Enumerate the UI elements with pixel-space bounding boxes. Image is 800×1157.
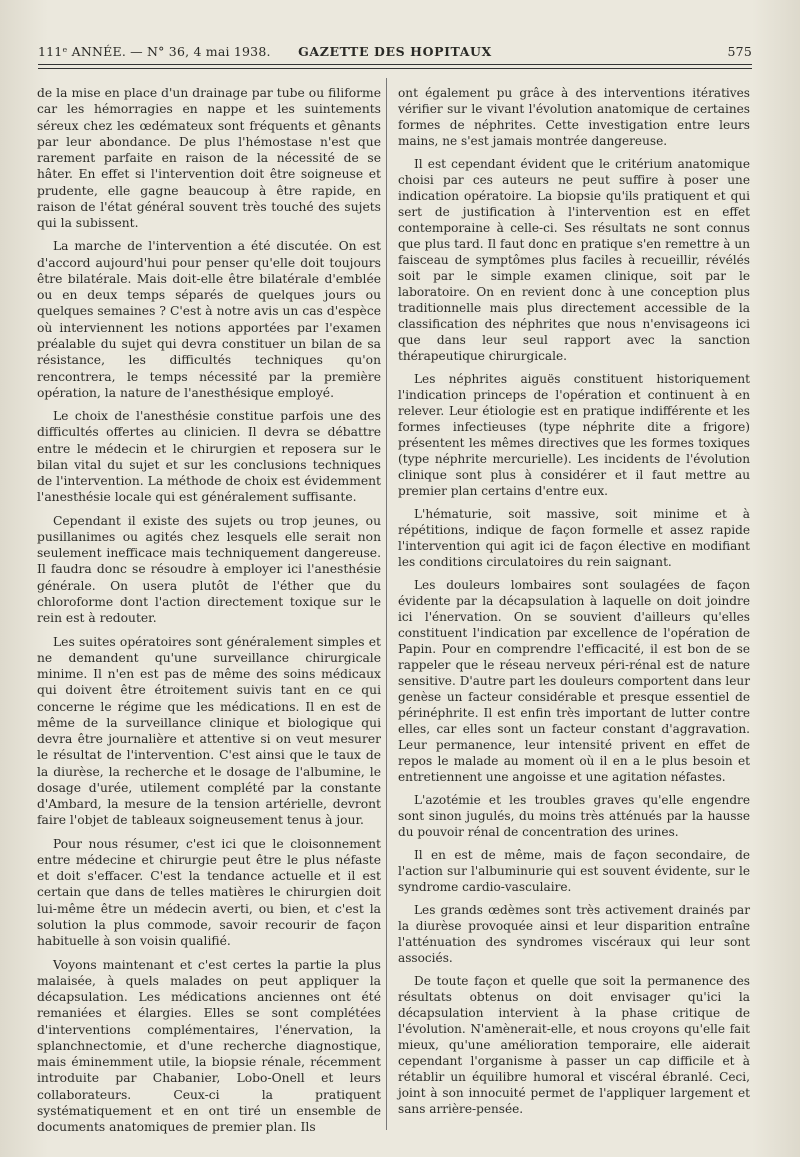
paragraph: L'hématurie, soit massive, soit minime et à répétitions, indique de façon formelle et assez rapide l'intervention qui agit ici de façon élective en modifiant les conditions circulatoires du rein saignant.: [398, 507, 750, 569]
paragraph: Les suites opératoires sont généralement simples et ne demandent qu'une surveillance chirurgicale minime. Il n'en est pas de même des soins médicaux qui doivent être étroitement suivis tant en ce qui concerne le régime que les médications. Il en est de même de la surveillance clinique et biologique qui devra être journalière et attentive si on veut mesurer le résultat de l'intervention. C'est ainsi que le taux de la diurèse, la recherche et le dosage de l'albumine, le dosage d'urée, utilement complété par la constante d'Ambard, la mesure de la tension artérielle, devront faire l'objet de tableaux soigneusement tenus à jour.: [37, 634, 381, 828]
left-column: [37, 85, 381, 1135]
paragraph: Les grands œdèmes sont très activement drainés par la diurèse provoquée ainsi et leur disparition entraîne l'atténuation des syndromes viscéraux qui leur sont associés.: [398, 903, 750, 965]
page-number: 575: [727, 44, 752, 59]
paragraph: de la mise en place d'un drainage par tube ou filiforme car les hémorragies en nappe et les suintements séreux chez les œdémateux sont fréquents et gênants par leur abondance. De plus l'hémostase n'est que rarement parfaite en raison de la nécessité de se hâter. En effet si l'intervention doit être soigneuse et prudente, elle gagne beaucoup à être rapide, en raison de l'état général souvent très touché des sujets qui la subissent.: [37, 86, 381, 231]
paragraph: Le choix de l'anesthésie constitue parfois une des difficultés offertes au clinicien. Il devra se débattre entre le médecin et le chirurgien et reposera sur le bilan vital du sujet et sur les conclusions techniques de l'intervention. La méthode de choix est évidemment l'anesthésie locale qui est généralement suffisante.: [37, 409, 381, 505]
right-column: [398, 85, 750, 1117]
paragraph: De toute façon et quelle que soit la permanence des résultats obtenus on doit envisager qu'ici la décapsulation intervient à la phase critique de l'évolution. N'amènerait-elle, et nous croyons qu'elle fait mieux, qu'une amélioration temporaire, elle aiderait cependant l'organisme à passer un cap difficile et à rétablir un équilibre humoral et viscéral ébranlé. Ceci, joint à son innocuité permet de l'appliquer largement et sans arrière-pensée.: [398, 974, 750, 1116]
column-divider: [386, 78, 387, 1130]
header-rule-bottom: [38, 68, 752, 69]
paragraph: Il en est de même, mais de façon secondaire, de l'action sur l'albuminurie qui est souvent évidente, sur le syndrome cardio-vasculaire.: [398, 848, 750, 894]
paragraph: Voyons maintenant et c'est certes la partie la plus malaisée, à quels malades on peut appliquer la décapsulation. Les médications anciennes ont été remaniées et élargies. Elles se sont complétées d'interventions complémentaires, l'énervation, la splanchnectomie, et d'une recherche diagnostique, mais éminemment utile, la biopsie rénale, récemment introduite par Chabanier, Lobo-Onell et leurs collaborateurs. Ceux-ci la pratiquent systématiquement et en ont tiré un ensemble de documents anatomiques de premier plan. Ils: [37, 957, 381, 1135]
paragraph: Pour nous résumer, c'est ici que le cloisonnement entre médecine et chirurgie peut être le plus néfaste et doit s'effacer. C'est la tendance actuelle et il est certain que dans de telles matières le chirurgien doit lui-même être un médecin averti, ou bien, et c'est la solution la plus commode, savoir recourir de façon habituelle à son voisin qualifié.: [37, 836, 381, 949]
issue-info: 111ᵉ ANNÉE. — N° 36, 4 mai 1938.: [38, 44, 271, 59]
paragraph: La marche de l'intervention a été discutée. On est d'accord aujourd'hui pour penser qu'elle doit toujours être bilatérale. Mais doit-elle être bilatérale d'emblée ou en deux temps séparés de quelques jours ou quelques semaines ? C'est à notre avis un cas d'espèce où interviennent les notions apportées par l'examen préalable du sujet qui devra constituer un bilan de sa résistance, les difficultés techniques qu'on rencontrera, le temps nécessité par la première opération, la nature de l'anesthésique employé.: [37, 239, 381, 400]
paragraph: Les douleurs lombaires sont soulagées de façon évidente par la décapsulation à laquelle on doit joindre ici l'énervation. On se souvient d'ailleurs qu'elles constituent l'indication par excellence de l'opération de Papin. Pour en comprendre l'efficacité, il est bon de se rappeler que le réseau nerveux péri-rénal est de nature sensitive. D'autre part les douleurs comportent dans leur genèse un facteur considérable et presque essentiel de périnéphrite. Il est enfin très important de lutter contre elles, car elles sont un facteur constant d'aggravation. Leur permanence, leur intensité privent en effet de repos le malade au moment où il en a le plus besoin et entretiennent une angoisse et une agitation néfastes.: [398, 578, 750, 784]
header-rule-top: [38, 64, 752, 65]
journal-title: GAZETTE DES HOPITAUX: [298, 44, 492, 59]
paragraph: Les néphrites aiguës constituent historiquement l'indication princeps de l'opération et continuent à en relever. Leur étiologie est en pratique indifférente et les formes infectieuses (type néphrite dite a frigore) présentent les mêmes directives que les formes toxiques (type néphrite mercurielle). Les incidents de l'évolution clinique sont plus à considérer et il faut mettre au premier plan certains d'entre eux.: [398, 372, 750, 498]
page-header: [38, 44, 752, 64]
paragraph: Cependant il existe des sujets ou trop jeunes, ou pusillanimes ou agités chez lesquels elle serait non seulement inefficace mais techniquement dangereuse. Il faudra donc se résoudre à employer ici l'anesthésie générale. On usera plutôt de l'éther que du chloroforme dont l'action directement toxique sur le rein est à redouter.: [37, 513, 381, 626]
paragraph: ont également pu grâce à des interventions itératives vérifier sur le vivant l'évolution anatomique de certaines formes de néphrites. Cette investigation entre leurs mains, ne s'est jamais montrée dangereuse.: [398, 86, 750, 148]
paragraph: L'azotémie et les troubles graves qu'elle engendre sont sinon jugulés, du moins très atténués par la hausse du pouvoir rénal de concentration des urines.: [398, 793, 750, 839]
paragraph: Il est cependant évident que le critérium anatomique choisi par ces auteurs ne peut suffire à poser une indication opératoire. La biopsie qu'ils pratiquent et qui sert de justification à l'intervention est en effet contemporaine à celle-ci. Ses résultats ne sont connus que plus tard. Il faut donc en pratique s'en remettre à un faisceau de symptômes plus faciles à recueillir, révélés soit par le simple examen clinique, soit par le laboratoire. On en revient donc à une conception plus traditionnelle mais plus directement accessible de la classification des néphrites que nous n'envisageons ici que dans leur seul rapport avec la sanction thérapeutique chirurgicale.: [398, 157, 750, 363]
